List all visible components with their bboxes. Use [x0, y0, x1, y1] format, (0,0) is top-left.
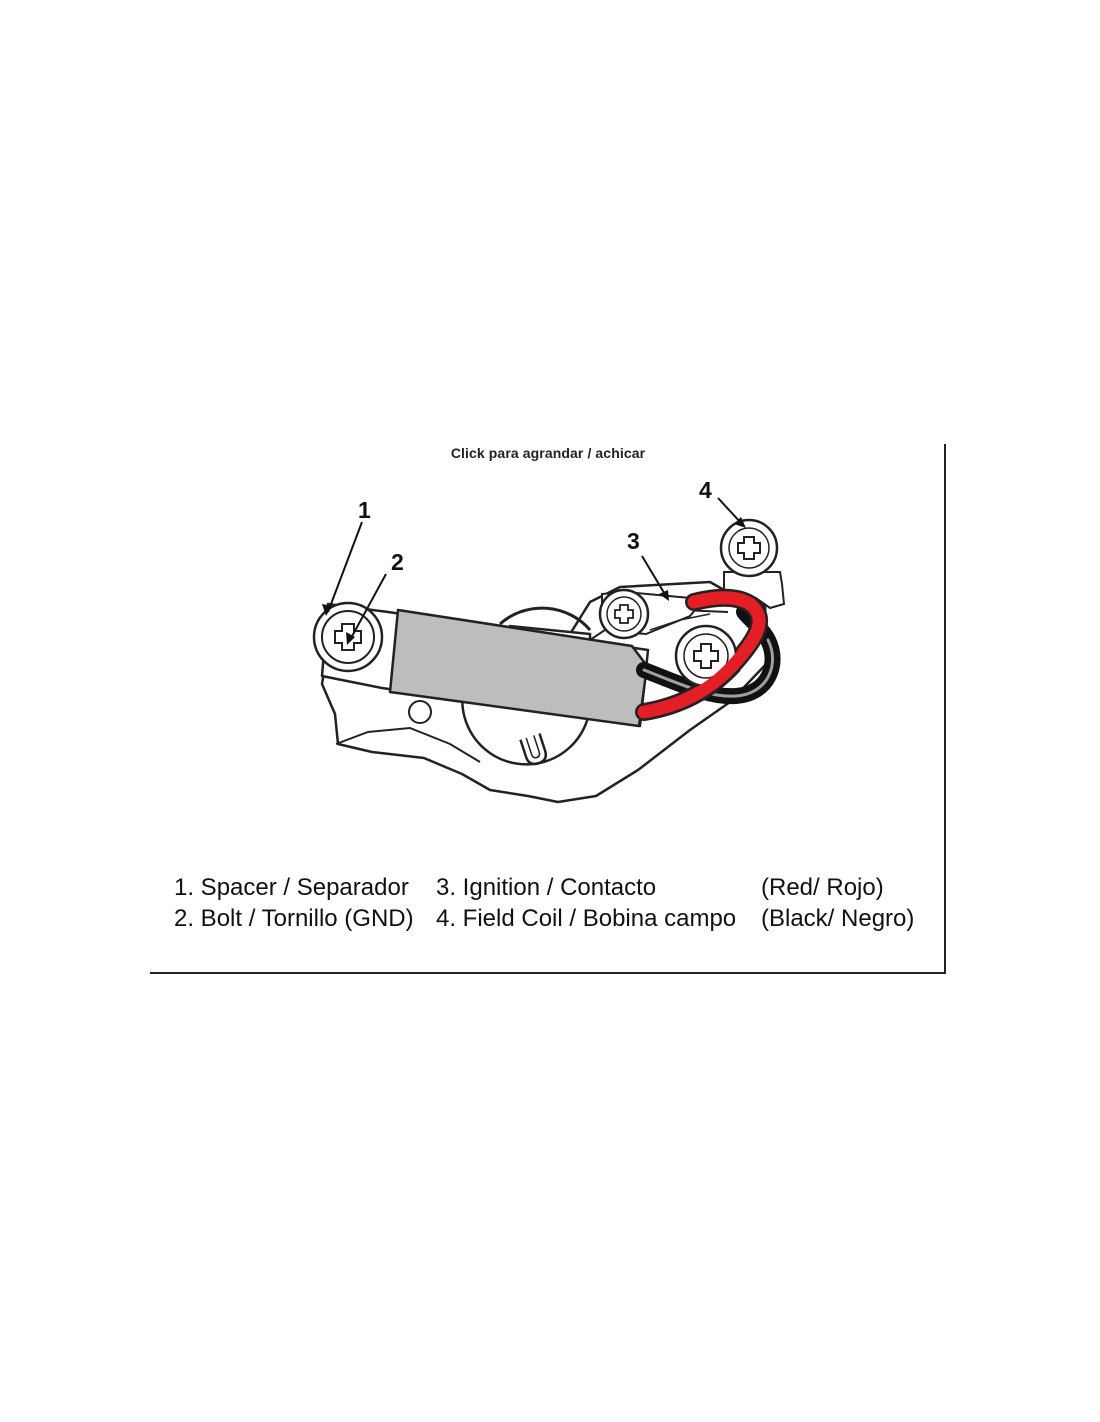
mounting-hole — [409, 701, 431, 723]
figure-frame[interactable] — [150, 444, 946, 974]
legend-item: 3. Ignition / Contacto — [436, 874, 657, 901]
legend-item: 4. Field Coil / Bobina campo — [436, 905, 737, 932]
callout-2: 2 — [391, 549, 404, 575]
callout-3: 3 — [627, 528, 640, 554]
legend-item: 1. Spacer / Separador — [174, 874, 409, 901]
figure-caption[interactable]: Click para agrandar / achicar — [450, 445, 646, 461]
phillips-screw-icon — [600, 590, 648, 638]
legend-wire-color: (Red/ Rojo) — [761, 874, 884, 901]
leader-line-1 — [328, 522, 362, 612]
legend-wire-color: (Black/ Negro) — [761, 905, 915, 932]
phillips-screw-icon — [721, 520, 777, 576]
legend-item: 2. Bolt / Tornillo (GND) — [174, 905, 414, 932]
callout-1: 1 — [358, 497, 371, 523]
callout-4: 4 — [699, 477, 712, 503]
